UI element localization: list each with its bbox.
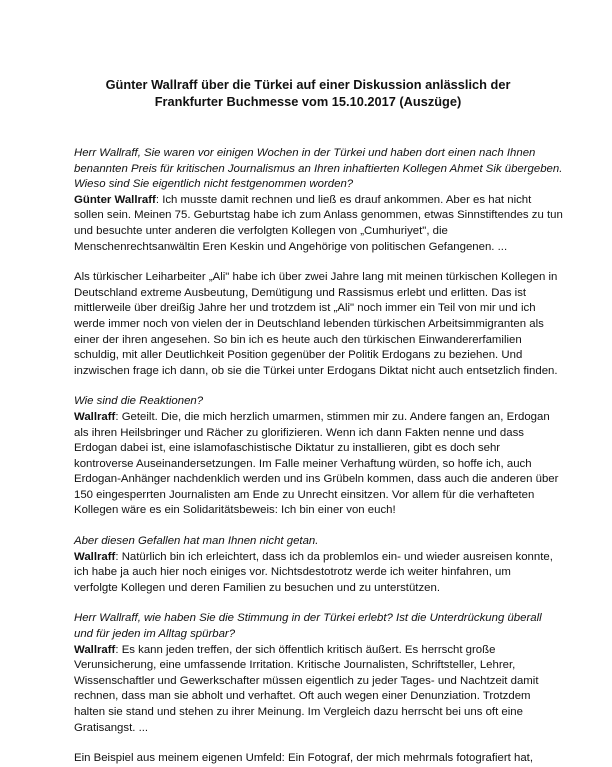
answer-first-line: Wallraff: Geteilt. Die, die mich herzlich umarmen, stimmen mir zu. Andere fangen an, Erdogan <box>74 410 550 423</box>
question: Herr Wallraff, wie haben Sie die Stimmung in der Türkei erlebt? Ist die Unterdrückung überall und für jeden im Alltag spürbar? <box>74 612 542 641</box>
interview-block-3: Aber diesen Gefallen hat man Ihnen nicht getan. Wallraff: Natürlich bin ich erleichtert, dass ich da problemlos ein- und wieder ausreisen konnte, ich habe ja auch hier noch einiges vor. Nichtsdestotrotz werde ich weiter hinfahren, um verfolgte Kollegen und deren Familien zu besuchen und zu unterstützen. <box>74 535 553 594</box>
paragraph: Ein Beispiel aus meinem eigenen Umfeld: Ein Fotograf, der mich mehrmals fotografiert hat, <box>74 752 534 765</box>
question: Herr Wallraff, Sie waren vor einigen Wochen in der Türkei und haben dort einen nach Ihnen benannten Preis für kritischen Journalismus an Ihren inhaftierten Kollegen Ahmet Sik übergeben. Wieso sind Sie eigentlich nicht festgenommen worden? <box>74 147 563 191</box>
answer-first-line: Wallraff: Es kann jeden treffen, der sich öffentlich kritisch äußert. Es herrscht große <box>74 643 496 656</box>
answer-first-line: Wallraff: Natürlich bin ich erleichtert, dass ich da problemlos ein- und wieder ausreisen konnte, <box>74 550 553 563</box>
answer-first-line: Günter Wallraff: Ich musste damit rechnen und ließ es drauf ankommen. Aber es hat nicht <box>74 193 532 206</box>
question: Wie sind die Reaktionen? <box>74 395 204 408</box>
interview-block-2: Wie sind die Reaktionen? Wallraff: Geteilt. Die, die mich herzlich umarmen, stimmen mir zu. Andere fangen an, Erdogan als ihren Heilsbringer und Rächer zu glorifizieren. Wenn ich dann Fakten nenne und dass Erdogan dabei ist, eine islamofaschistische Diktatur zu installieren, gibt es doch sehr kontroverse Auseinandersetzungen. Im Falle meiner Verhaftung würden, so hoffe ich, auch Erdogan-Anhänger nachdenklich werden und ins Grübeln kommen, dass auch die anderen über 150 eingesperrten Journalisten am Ende zu Unrecht einsitzen. Vor allem für die verhafteten Kollegen wäre es ein Solidaritätsbeweis: Ich bin einer von euch! <box>74 395 559 517</box>
interview-block-4: Herr Wallraff, wie haben Sie die Stimmung in der Türkei erlebt? Ist die Unterdrückung überall und für jeden im Alltag spürbar? Wallraff: Es kann jeden treffen, der sich öffentlich kritisch äußert. Es herrscht große Verunsicherung, eine umfassende Irritation. Kritische Journalisten, Schriftsteller, Lehrer, Wissenschaftler und Gewerkschafter müssen eigentlich zu jeder Tages- und Nachtzeit damit rechnen, dass man sie abholt und verhaftet. Oft auch wegen einer Denunziation. Trotzdem halten sie stand und stehen zu ihrer Meinung. Im Vergleich dazu herrscht bei uns oft eine Gratisangst. ... <box>74 612 542 734</box>
speaker-name: Wallraff <box>74 643 116 656</box>
speaker-name: Wallraff <box>74 550 116 563</box>
answer-line: sollen sein. Meinen 75. Geburtstag habe ich zum Anlass genommen, etwas Sinnstiftendes zu tun <box>74 209 563 222</box>
document-title <box>74 76 542 110</box>
interview-block-1 <box>74 146 563 255</box>
answer-line: Menschenrechtsanwältin Eren Keskin und Angehörige von politischen Gefangenen. ... <box>74 240 508 253</box>
title-line-2: Frankfurter Buchmesse vom 15.10.2017 (Auszüge) <box>154 94 462 109</box>
speaker-name: Günter Wallraff <box>74 193 156 206</box>
title-line-1: Günter Wallraff über die Türkei auf einer Diskussion anlässlich der <box>105 77 511 92</box>
speaker-name: Wallraff <box>74 410 116 423</box>
answer-line: und besuchte unter anderen die verfolgten Kollegen von „Cumhuriyet", die <box>74 224 448 237</box>
question: Aber diesen Gefallen hat man Ihnen nicht getan. <box>74 535 319 548</box>
paragraph: Als türkischer Leiharbeiter „Ali" habe ich über zwei Jahre lang mit meinen türkischen Kollegen in Deutschland extreme Ausbeutung, Demütigung und Rassismus erlebt und erlitten. Das ist mittlerweile über dreißig Jahre her und trotzdem ist „Ali" noch immer ein Teil von mir und ich werde immer noch von vielen der in Deutschland lebenden türkischen Arbeitsimmigranten als einer der ihren angesehen. So bin ich es heute auch den türkischen Einwandererfamilien schuldig, mit aller Deutlichkeit Position gegenüber der Politik Erdogans zu beziehen. Und inzwischen frage ich dann, ob sie die Türkei unter Erdogans Diktat nicht auch entsetzlich finden. <box>74 271 558 377</box>
